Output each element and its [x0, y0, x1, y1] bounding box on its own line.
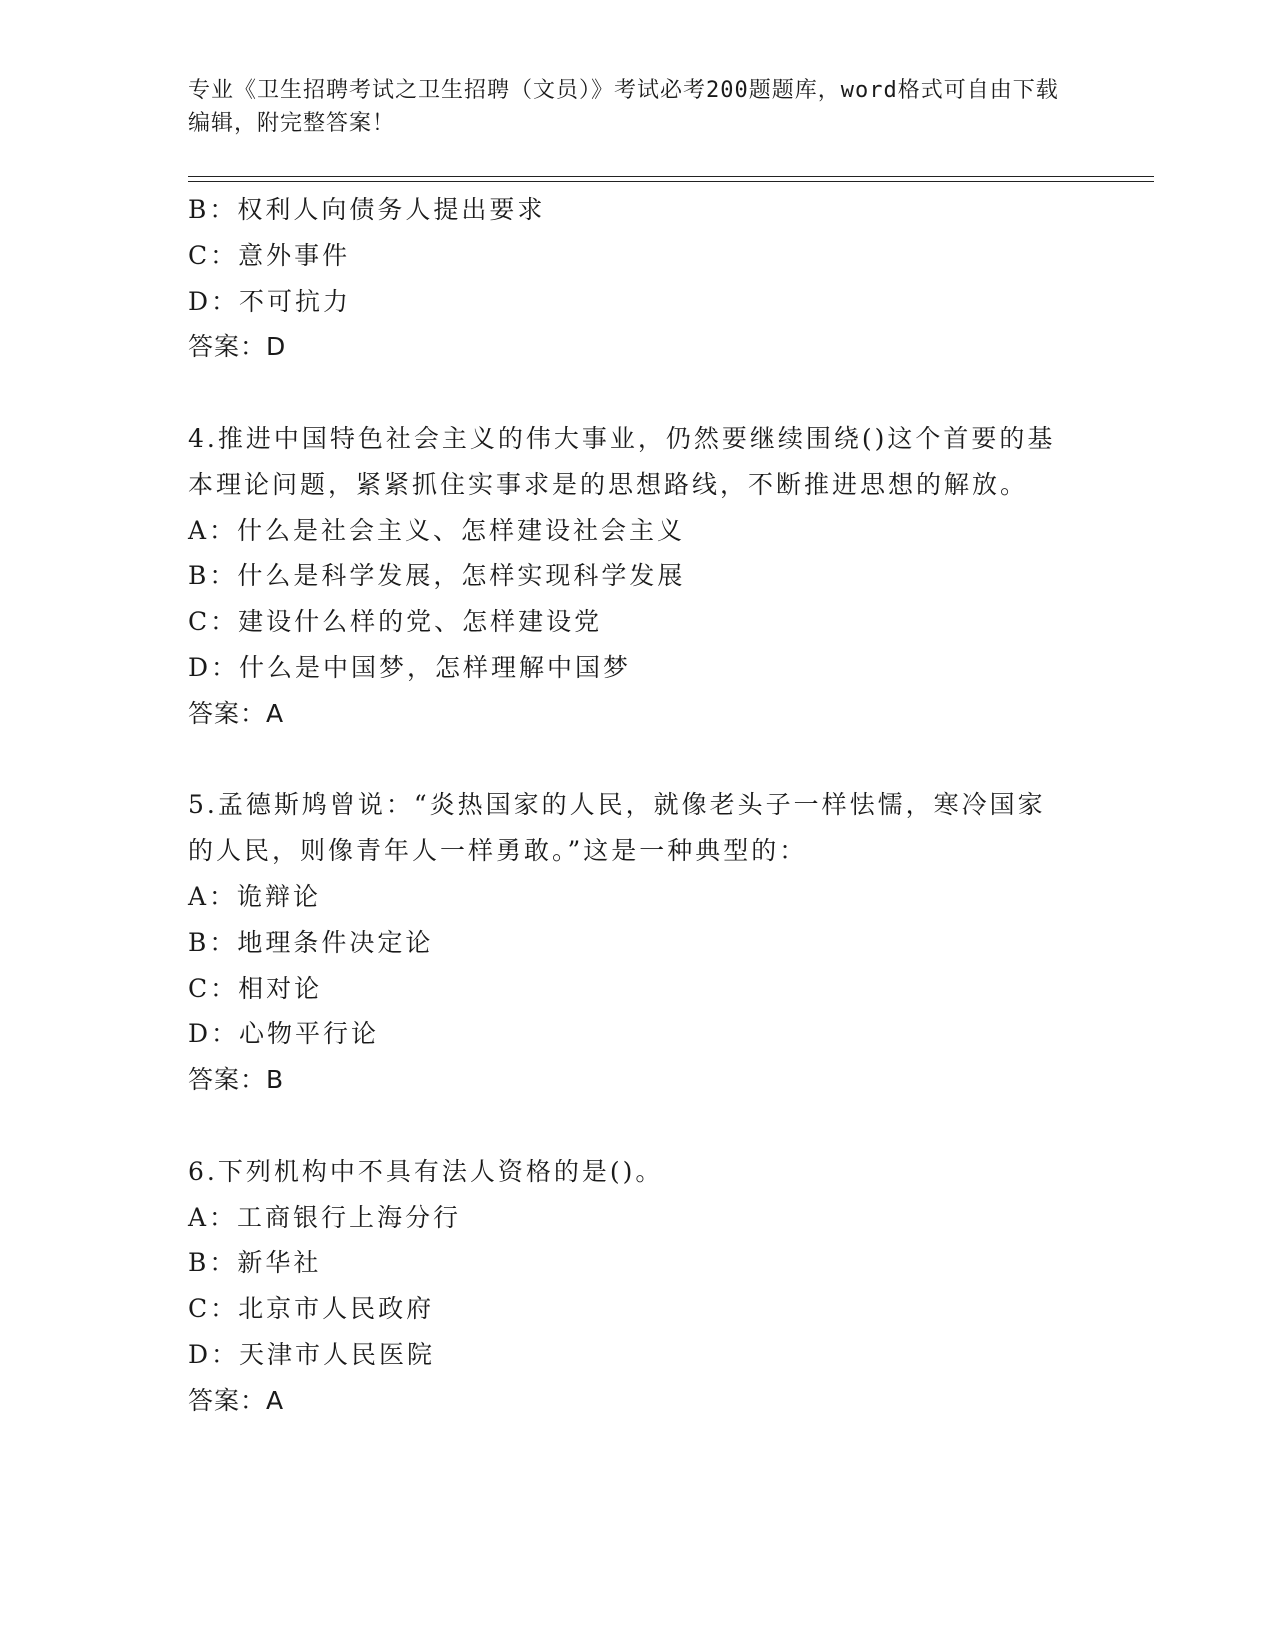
spacer — [188, 370, 1088, 416]
question-text: 4.推进中国特色社会主义的伟大事业，仍然要继续围绕()这个首要的基本理论问题，紧紧抓住实事求是的思想路线，不断推进思想的解放。 — [188, 423, 1056, 499]
question-text: 6.下列机构中不具有法人资格的是()。 — [188, 1156, 664, 1186]
question-3-partial — [188, 187, 1088, 370]
option-a: A：工商银行上海分行 — [188, 1202, 462, 1232]
question-5 — [188, 782, 1088, 1103]
answer-line: 答案：A — [188, 1385, 285, 1415]
question-list — [188, 187, 1088, 1424]
spacer — [188, 737, 1088, 783]
document-header: 专业《卫生招聘考试之卫生招聘（文员）》考试必考200题题库，word格式可自由下载编辑，附完整答案！ — [188, 78, 1059, 136]
option-b: B：地理条件决定论 — [188, 927, 434, 957]
option-c: C：北京市人民政府 — [188, 1294, 435, 1324]
answer-line: 答案：B — [188, 1065, 285, 1095]
option-c: C：建设什么样的党、怎样建设党 — [188, 607, 603, 637]
option-c: C：相对论 — [188, 973, 323, 1003]
answer-line: 答案：D — [188, 332, 287, 362]
question-text: 5.孟德斯鸠曾说：“炎热国家的人民，就像老头子一样怯懦，寒冷国家的人民，则像青年人一样勇敢。”这是一种典型的： — [188, 790, 1046, 866]
header-rule-bottom — [188, 181, 1154, 182]
spacer — [188, 1103, 1088, 1149]
option-b: B：新华社 — [188, 1248, 322, 1278]
header-rule-top — [188, 176, 1154, 177]
option-a: A：什么是社会主义、怎样建设社会主义 — [188, 515, 686, 545]
option-a: A：诡辩论 — [188, 881, 322, 911]
option-b: B：什么是科学发展，怎样实现科学发展 — [188, 561, 686, 591]
option-d: D：心物平行论 — [188, 1019, 380, 1049]
option-d: D：不可抗力 — [188, 286, 352, 316]
option-c: C：意外事件 — [188, 240, 351, 270]
question-4 — [188, 416, 1088, 737]
option-d: D：什么是中国梦，怎样理解中国梦 — [188, 652, 632, 682]
answer-line: 答案：A — [188, 698, 285, 728]
option-b: B：权利人向债务人提出要求 — [188, 195, 546, 224]
option-d: D：天津市人民医院 — [188, 1339, 436, 1369]
question-6 — [188, 1149, 1088, 1424]
